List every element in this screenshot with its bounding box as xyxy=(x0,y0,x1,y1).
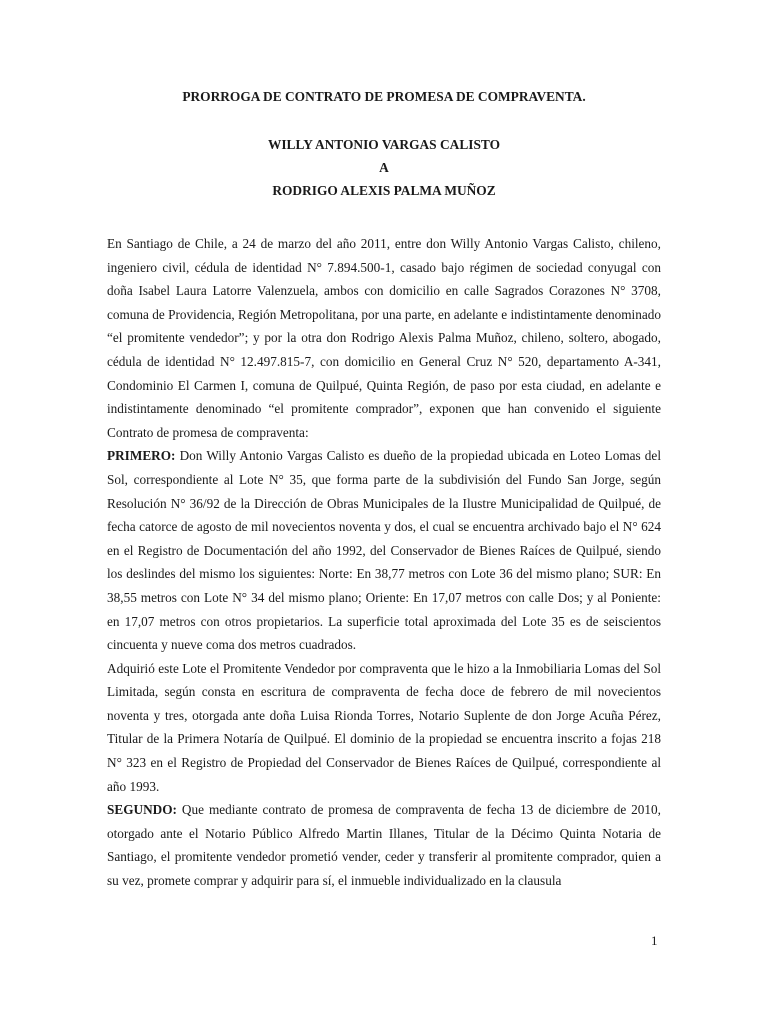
clause-primero xyxy=(107,444,661,656)
clause-segundo xyxy=(107,798,661,892)
party-two-name: RODRIGO ALEXIS PALMA MUÑOZ xyxy=(272,183,496,198)
clause-segundo-label: SEGUNDO: xyxy=(107,802,177,818)
clause-primero-label: PRIMERO: xyxy=(107,448,176,464)
party-connector: A xyxy=(379,160,389,175)
page-number: 1 xyxy=(651,933,658,948)
acquisition-paragraph: Adquirió este Lote el Promitente Vendedor por compraventa que le hizo a la Inmobiliaria Lomas del Sol Limitada, según consta en escritura de compraventa de fecha doce de febrero de mil novecientos noventa y tres, otorgada ante doña Luisa Rionda Torres, Notario Suplente de don Jorge Acuña Pérez, Titular de la Primera Notaría de Quilpué. El dominio de la propiedad se encuentra inscrito a fojas 218 N° 323 en el Registro de Propiedad del Conservador de Bienes Raíces de Quilpué, correspondiente al año 1993. xyxy=(107,660,661,794)
party-one-name: WILLY ANTONIO VARGAS CALISTO xyxy=(267,137,501,152)
clause-segundo-text: Que mediante contrato de promesa de compraventa de fecha 13 de diciembre de 2010, otorgado ante el Notario Público Alfredo Martin Illanes, Titular de la Décimo Quinta Notaria de Santiago, el promitente vendedor prometió vender, ceder y transferir al promitente comprador, quien a su vez, promete comprar y adquirir para sí, el inmueble individualizado en la clausula xyxy=(107,802,661,889)
document-body xyxy=(107,232,661,893)
clause-primero-text: Don Willy Antonio Vargas Calisto es dueño de la propiedad ubicada en Loteo Lomas del Sol, correspondiente al Lote N° 35, que forma parte de la subdivisión del Fundo San Jorge, según Resolución N° 36/92 de la Dirección de Obras Municipales de la Ilustre Municipalidad de Quilpué, de fecha catorce de agosto de mil novecientos noventa y dos, el cual se encuentra archivado bajo el N° 624 en el Registro de Documentación del año 1992, del Conservador de Bienes Raíces de Quilpué, siendo los deslindes del mismo los siguientes: Norte: En 38,77 metros con Lote 36 del mismo plano; SUR: En 38,55 metros con Lote N° 34 del mismo plano; Oriente: En 17,07 metros con calle Dos; y al Poniente: en 17,07 metros con otros propietarios. La superficie total aproximada del Lote 35 es de seiscientos cincuenta y nueve coma dos metros cuadrados. xyxy=(107,448,661,653)
document-title: PRORROGA DE CONTRATO DE PROMESA DE COMPRAVENTA. xyxy=(182,89,586,104)
intro-paragraph: En Santiago de Chile, a 24 de marzo del año 2011, entre don Willy Antonio Vargas Calisto, chileno, ingeniero civil, cédula de identidad N° 7.894.500-1, casado bajo régimen de sociedad conyugal con doña Isabel Laura Latorre Valenzuela, ambos con domicilio en calle Sagrados Corazones N° 3708, comuna de Providencia, Región Metropolitana, por una parte, en adelante e indistintamente denominado “el promitente vendedor”; y por la otra don Rodrigo Alexis Palma Muñoz, chileno, soltero, abogado, cédula de identidad N° 12.497.815-7, con domicilio en General Cruz N° 520, departamento A-341, Condominio El Carmen I, comuna de Quilpué, Quinta Región, de paso por esta ciudad, en adelante e indistintamente denominado “el promitente comprador”, exponen que han convenido el siguiente Contrato de promesa de compraventa: xyxy=(107,236,661,440)
document-page xyxy=(107,78,661,893)
